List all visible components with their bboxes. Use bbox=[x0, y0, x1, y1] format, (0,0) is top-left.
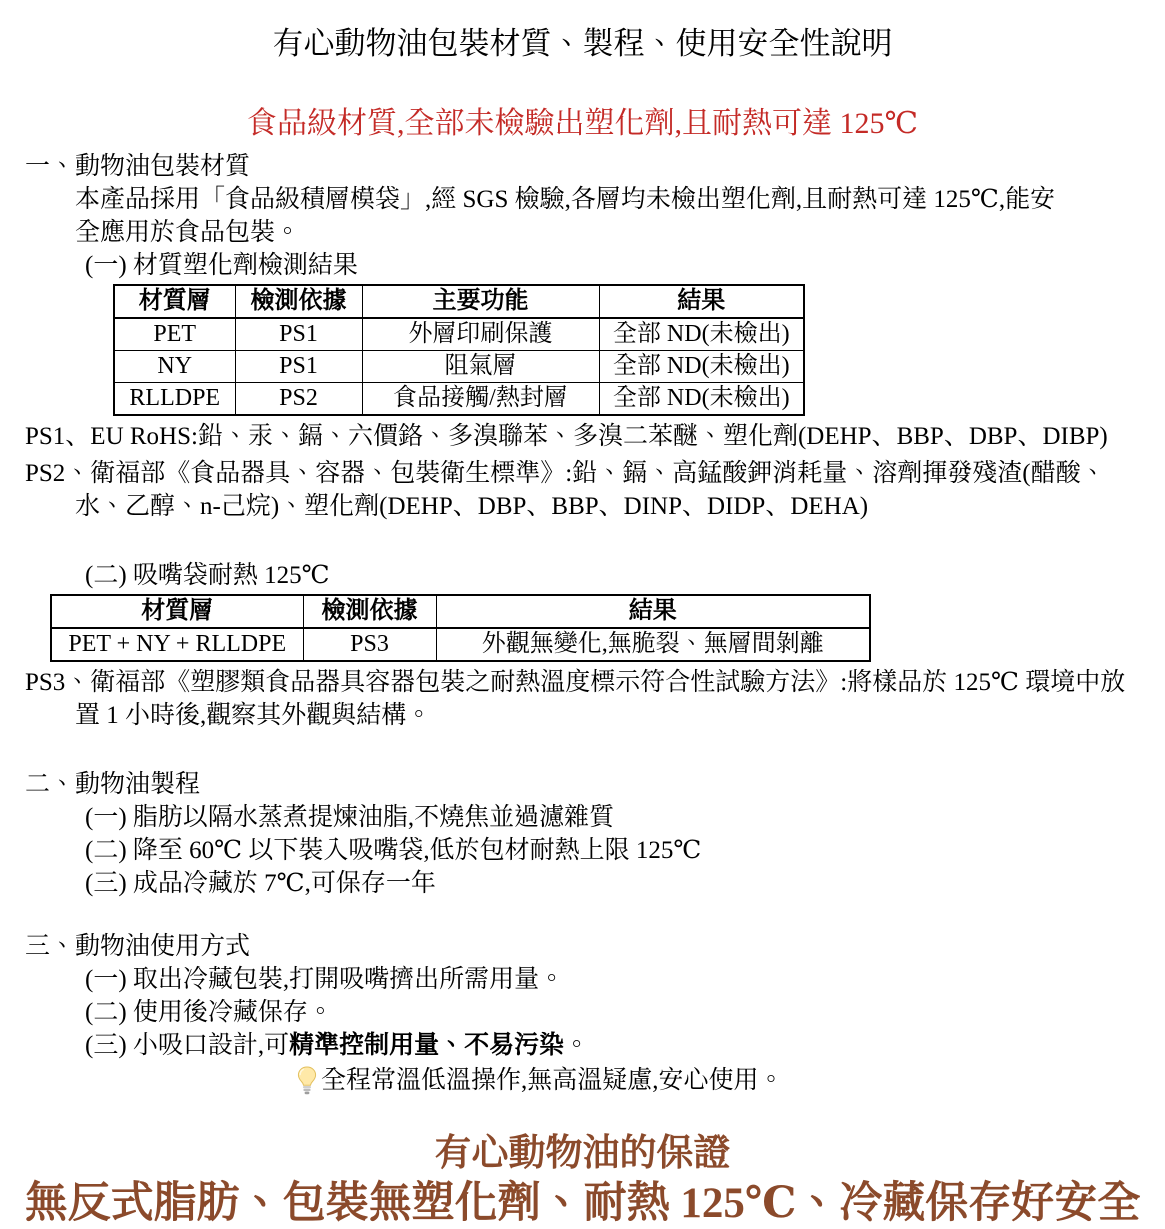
list-item: (三) 成品冷藏於 7℃,可保存一年 bbox=[85, 870, 436, 897]
list-item-text: 。 bbox=[564, 1032, 590, 1059]
table-header-row bbox=[114, 285, 804, 318]
table-cell: 食品接觸/熱封層 bbox=[362, 383, 599, 416]
material-plasticizer-test-table bbox=[113, 284, 805, 416]
table-row bbox=[114, 383, 804, 416]
footnote-ps2: PS2、衛福部《食品器具、容器、包裝衛生標準》:鉛、鎘、高錳酸鉀消耗量、溶劑揮發殘渣(醋酸、 bbox=[25, 460, 1106, 487]
section-3-heading: 三、動物油使用方式 bbox=[25, 933, 251, 960]
table-cell: PS2 bbox=[235, 383, 362, 416]
table-header-cell: 主要功能 bbox=[362, 285, 599, 318]
table-row bbox=[51, 628, 870, 661]
table-cell: RLLDPE bbox=[114, 383, 235, 416]
footer-title: 有心動物油的保證 bbox=[434, 1133, 731, 1174]
table-cell: 全部 ND(未檢出) bbox=[599, 318, 804, 351]
table-cell: 外觀無變化,無脆裂、無層間剝離 bbox=[436, 628, 870, 661]
table-cell: PET bbox=[114, 318, 235, 351]
table-cell: 外層印刷保護 bbox=[362, 318, 599, 351]
table-cell: PS1 bbox=[235, 318, 362, 351]
table-header-cell: 檢測依據 bbox=[235, 285, 362, 318]
section-1-intro-line: 全應用於食品包裝。 bbox=[75, 219, 301, 246]
footnote-ps3: PS3、衛福部《塑膠類食品器具容器包裝之耐熱溫度標示符合性試驗方法》:將樣品於 125℃ 環境中放 bbox=[25, 669, 1126, 696]
footnote-ps1: PS1、EU RoHS:鉛、汞、鎘、六價鉻、多溴聯苯、多溴二苯醚、塑化劑(DEHP、BBP、DBP、DIBP) bbox=[25, 423, 1108, 450]
list-item: (二) 降至 60℃ 以下裝入吸嘴袋,低於包材耐熱上限 125℃ bbox=[85, 837, 702, 864]
list-item: (二) 使用後冷藏保存。 bbox=[85, 999, 333, 1026]
section-2-heading: 二、動物油製程 bbox=[25, 771, 201, 798]
table-cell: PET + NY + RLLDPE bbox=[51, 628, 303, 661]
list-item: (一) 取出冷藏包裝,打開吸嘴擠出所需用量。 bbox=[85, 966, 565, 993]
table-cell: 阻氣層 bbox=[362, 351, 599, 383]
subtitle-banner: 食品級材質,全部未檢驗出塑化劑,且耐熱可達 125℃ bbox=[246, 107, 919, 140]
section-1-heading: 一、動物油包裝材質 bbox=[25, 153, 251, 180]
table-row bbox=[114, 351, 804, 383]
heat-resistance-test-table bbox=[50, 594, 871, 662]
subsection-1-1-heading: (一) 材質塑化劑檢測結果 bbox=[85, 252, 358, 279]
table-header-cell: 材質層 bbox=[51, 595, 303, 628]
list-item: (一) 脂肪以隔水蒸煮提煉油脂,不燒焦並過濾雜質 bbox=[85, 804, 615, 831]
table-cell: 全部 ND(未檢出) bbox=[599, 383, 804, 416]
table-header-cell: 檢測依據 bbox=[303, 595, 436, 628]
page-title: 有心動物油包裝材質、製程、使用安全性說明 bbox=[272, 26, 893, 61]
table-cell: PS1 bbox=[235, 351, 362, 383]
subsection-1-2-heading: (二) 吸嘴袋耐熱 125℃ bbox=[85, 562, 330, 589]
table-header-row bbox=[51, 595, 870, 628]
list-item-bold-text: 精準控制用量、不易污染 bbox=[289, 1032, 565, 1059]
table-cell: PS3 bbox=[303, 628, 436, 661]
table-header-cell: 材質層 bbox=[114, 285, 235, 318]
footnote-ps3-continued: 置 1 小時後,觀察其外觀與結構。 bbox=[75, 702, 432, 729]
safety-note-text: 全程常溫低溫操作,無高溫疑慮,安心使用。 bbox=[321, 1067, 784, 1094]
table-cell: NY bbox=[114, 351, 235, 383]
table-row bbox=[114, 318, 804, 351]
footer-slogan: 無反式脂肪、包裝無塑化劑、耐熱 125℃、冷藏保存好安全 bbox=[24, 1180, 1141, 1227]
list-item bbox=[85, 1029, 1165, 1062]
table-header-cell: 結果 bbox=[599, 285, 804, 318]
safety-note bbox=[296, 1064, 1165, 1097]
section-1-intro-line: 本產品採用「食品級積層模袋」,經 SGS 檢驗,各層均未檢出塑化劑,且耐熱可達 125℃,能安 bbox=[75, 186, 1056, 213]
footnote-ps2-continued: 水、乙醇、n-己烷)、塑化劑(DEHP、DBP、BBP、DINP、DIDP、DEHA) bbox=[75, 493, 869, 520]
table-header-cell: 結果 bbox=[436, 595, 870, 628]
list-item-text: (三) 小吸口設計,可 bbox=[85, 1032, 290, 1059]
lightbulb-icon bbox=[296, 1066, 318, 1096]
table-cell: 全部 ND(未檢出) bbox=[599, 351, 804, 383]
